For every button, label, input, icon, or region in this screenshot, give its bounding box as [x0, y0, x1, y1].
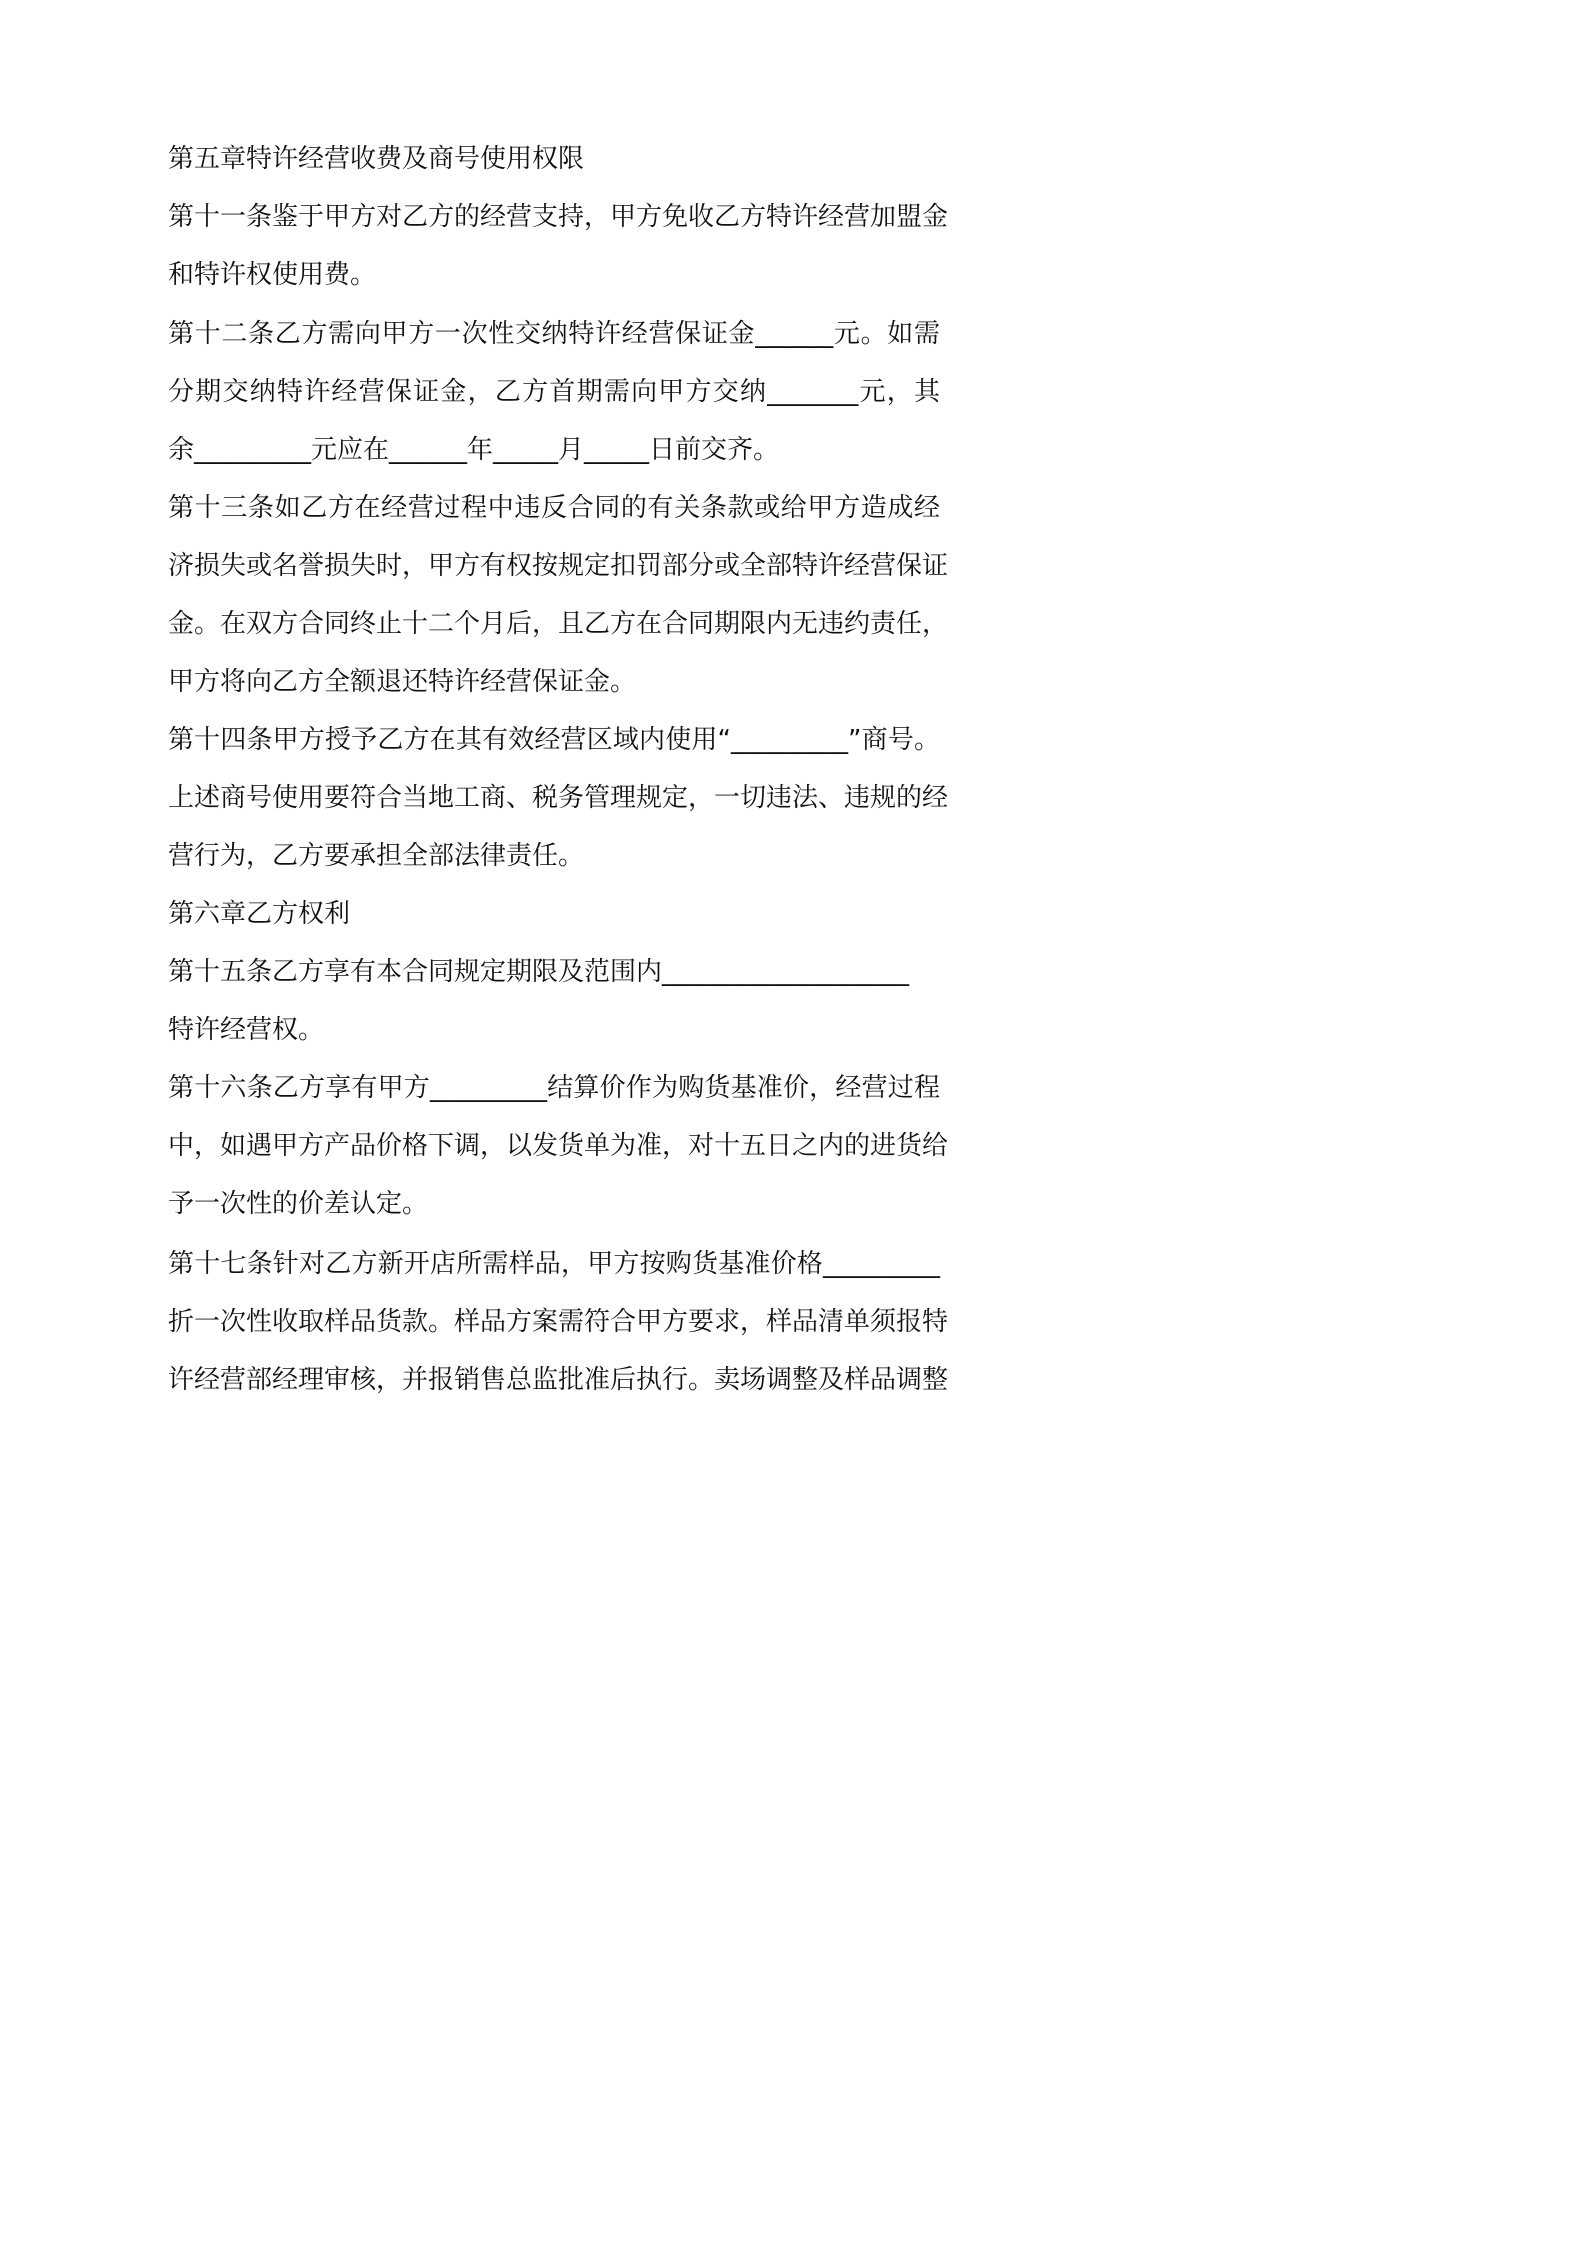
chapter-6-heading: 第六章乙方权利 [168, 899, 351, 929]
article-14-line-2: 上述商号使用要符合当地工商、税务管理规定，一切违法、违规的经 [168, 783, 949, 813]
article-14-line-1: 第十四条甲方授予乙方在其有效经营区域内使用“_________”商号。 [168, 725, 940, 755]
article-12-line-1: 第十二条乙方需向甲方一次性交纳特许经营保证金______元。如需 [168, 319, 940, 349]
article-16-line-2: 中，如遇甲方产品价格下调，以发货单为准，对十五日之内的进货给 [168, 1131, 949, 1161]
article-16-line-3: 予一次性的价差认定。 [168, 1189, 429, 1219]
article-13-line-3: 金。在双方合同终止十二个月后，且乙方在合同期限内无违约责任， [168, 609, 949, 639]
article-17-line-2: 折一次性收取样品货款。样品方案需符合甲方要求，样品清单须报特 [168, 1307, 949, 1337]
article-13-line-1: 第十三条如乙方在经营过程中违反合同的有关条款或给甲方造成经 [168, 493, 940, 523]
article-12-line-3: 余_________元应在______年_____月_____日前交齐。 [168, 435, 780, 465]
article-14-line-3: 营行为，乙方要承担全部法律责任。 [168, 841, 585, 871]
article-17-line-3: 许经营部经理审核，并报销售总监批准后执行。卖场调整及样品调整 [168, 1365, 949, 1395]
article-17-line-1: 第十七条针对乙方新开店所需样品，甲方按购货基准价格_________ [168, 1249, 940, 1279]
document-page [0, 0, 1102, 1559]
article-13-line-4: 甲方将向乙方全额退还特许经营保证金。 [168, 667, 637, 697]
chapter-5-heading: 第五章特许经营收费及商号使用权限 [168, 144, 585, 174]
article-11-line-2: 和特许权使用费。 [168, 260, 377, 290]
article-16-line-1: 第十六条乙方享有甲方_________结算价作为购货基准价，经营过程 [168, 1073, 940, 1103]
article-15-line-2: 特许经营权。 [168, 1015, 325, 1045]
article-15-line-1: 第十五条乙方享有本合同规定期限及范围内___________________ [168, 957, 910, 987]
article-11-line-1: 第十一条鉴于甲方对乙方的经营支持，甲方免收乙方特许经营加盟金 [168, 202, 949, 232]
article-13-line-2: 济损失或名誉损失时，甲方有权按规定扣罚部分或全部特许经营保证 [168, 551, 949, 581]
article-12-line-2: 分期交纳特许经营保证金，乙方首期需向甲方交纳_______元，其 [168, 377, 940, 407]
